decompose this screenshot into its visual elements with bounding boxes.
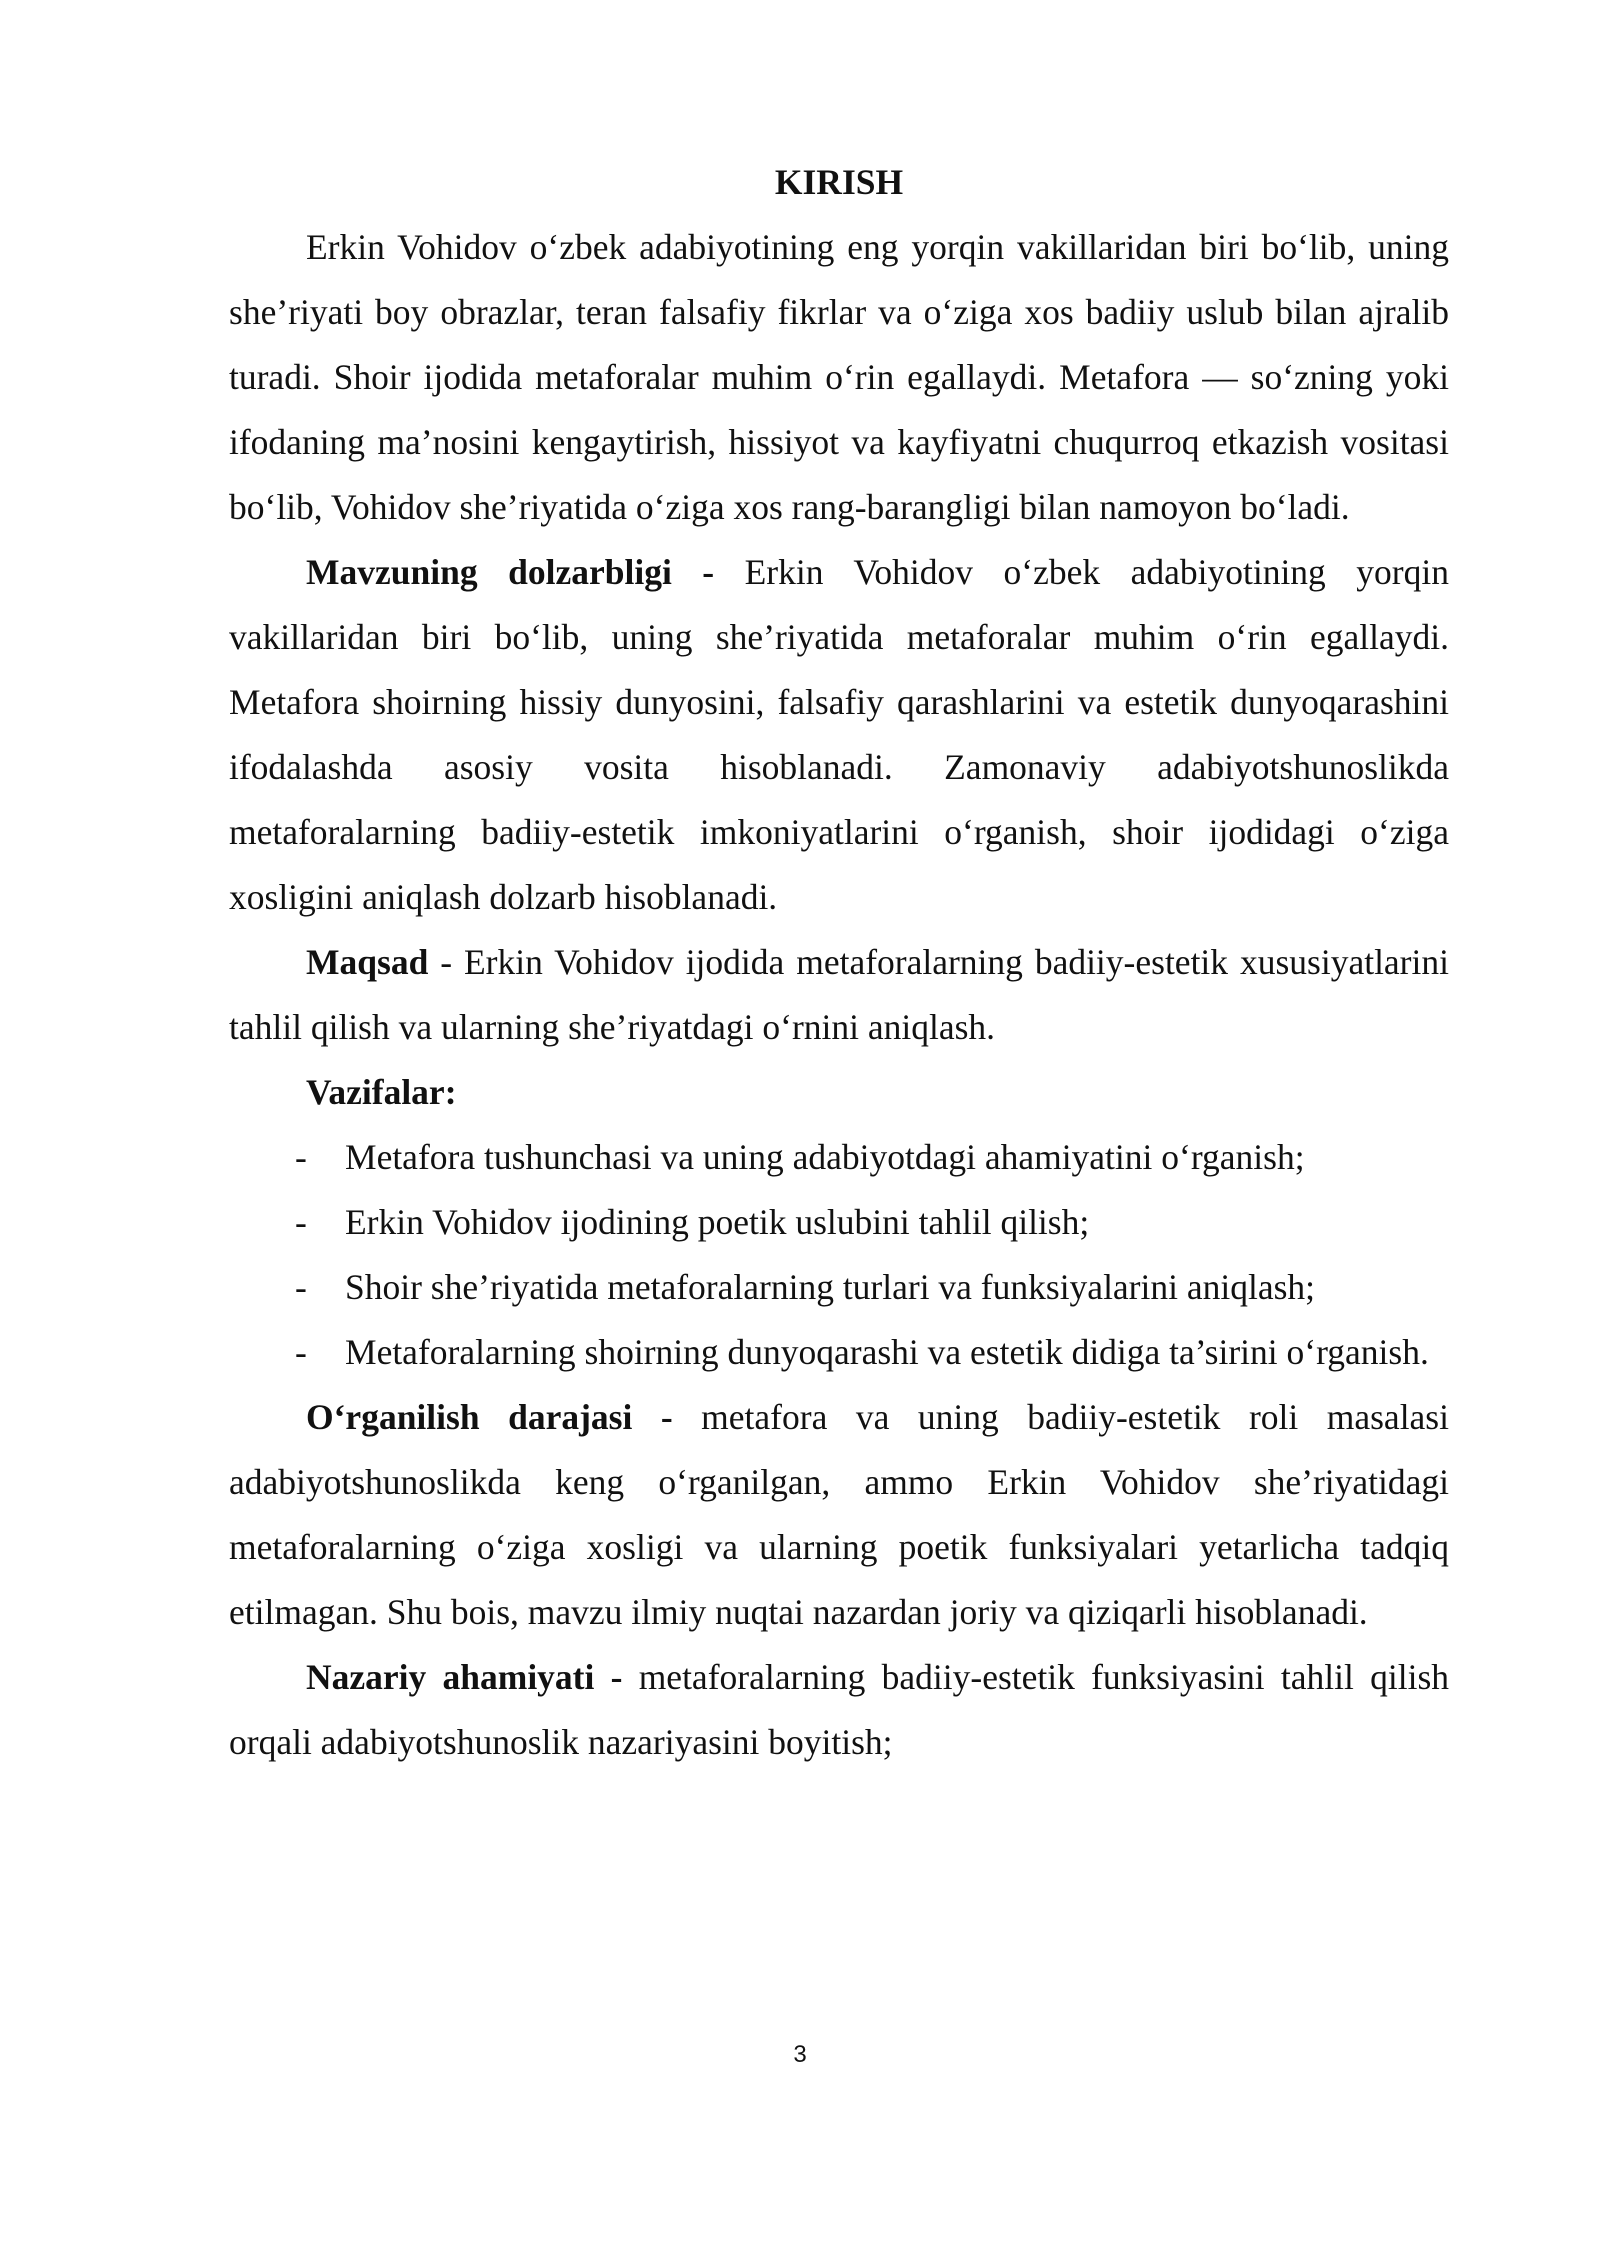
list-item <box>229 1255 1449 1320</box>
tasks-list <box>229 1125 1449 1385</box>
study-level-text: metafora va uning badiiy-estetik roli masalasi adabiyotshunoslikda keng o‘rganilgan, ammo Erkin Vohidov she’riyatidagi metaforalarning o‘ziga xosligi va ularning poetik funksiyalari yetarlicha tadqiq etilmagan. Shu bois, mavzu ilmiy nuqtai nazardan joriy va qiziqarli hisoblanadi. <box>229 1397 1449 1632</box>
list-marker: - <box>295 1267 307 1307</box>
page-title: KIRISH <box>774 162 904 202</box>
list-item-text: Shoir she’riyatida metaforalarning turlari va funksiyalarini aniqlash; <box>345 1267 1316 1307</box>
list-item-text: Metafora tushunchasi va uning adabiyotdagi ahamiyatini o‘rganish; <box>345 1137 1305 1177</box>
intro-paragraph: Erkin Vohidov o‘zbek adabiyotining eng yorqin vakillaridan biri bo‘lib, uning she’riyati boy obrazlar, teran falsafiy fikrlar va o‘ziga xos badiiy uslub bilan ajralib turadi. Shoir ijodida metaforalar muhim o‘rin egallaydi. Metafora — so‘zning yoki ifodaning ma’nosini kengaytirish, hissiyot va kayfiyatni chuqurroq etkazish vositasi bo‘lib, Vohidov she’riyatida o‘ziga xos rang-barangligi bilan namoyon bo‘ladi. <box>229 227 1449 527</box>
tasks-heading: Vazifalar: <box>306 1072 457 1112</box>
goal-paragraph <box>229 930 1449 1060</box>
page-number: 3 <box>793 2041 807 2068</box>
theoretical-text: metaforalarning badiiy-estetik funksiyasini tahlil qilish orqali adabiyotshunoslik nazariyasini boyitish; <box>229 1657 1450 1762</box>
list-item <box>229 1125 1449 1190</box>
study-level-paragraph <box>229 1385 1449 1645</box>
list-marker: - <box>295 1202 307 1242</box>
page-content <box>229 150 1449 1775</box>
study-level-label: O‘rganilish darajasi - <box>306 1397 673 1437</box>
list-item-text: Erkin Vohidov ijodining poetik uslubini tahlil qilish; <box>345 1202 1090 1242</box>
list-item <box>229 1190 1449 1255</box>
theoretical-label: Nazariy ahamiyati - <box>306 1657 623 1697</box>
goal-text: - Erkin Vohidov ijodida metaforalarning badiiy-estetik xususiyatlarini tahlil qilish va ularning she’riyatdagi o‘rnini aniqlash. <box>229 942 1449 1047</box>
list-item-text: Metaforalarning shoirning dunyoqarashi va estetik didiga ta’sirini o‘rganish. <box>345 1332 1429 1372</box>
relevance-text: Erkin Vohidov o‘zbek adabiyotining yorqin vakillaridan biri bo‘lib, uning she’riyatida metaforalar muhim o‘rin egallaydi. Metafora shoirning hissiy dunyosini, falsafiy qarashlarini va estetik dunyoqarashini ifodalashda asosiy vosita hisoblanadi. Zamonaviy adabiyotshunoslikda metaforalarning badiiy-estetik imkoniyatlarini o‘rganish, shoir ijodidagi o‘ziga xosligini aniqlash dolzarb hisoblanadi. <box>229 552 1449 917</box>
theoretical-paragraph <box>229 1645 1449 1775</box>
goal-label: Maqsad <box>306 942 429 982</box>
list-marker: - <box>295 1137 307 1177</box>
relevance-label: Mavzuning dolzarbligi - <box>306 552 715 592</box>
relevance-paragraph <box>229 540 1449 930</box>
list-item <box>229 1320 1449 1385</box>
list-marker: - <box>295 1332 307 1372</box>
